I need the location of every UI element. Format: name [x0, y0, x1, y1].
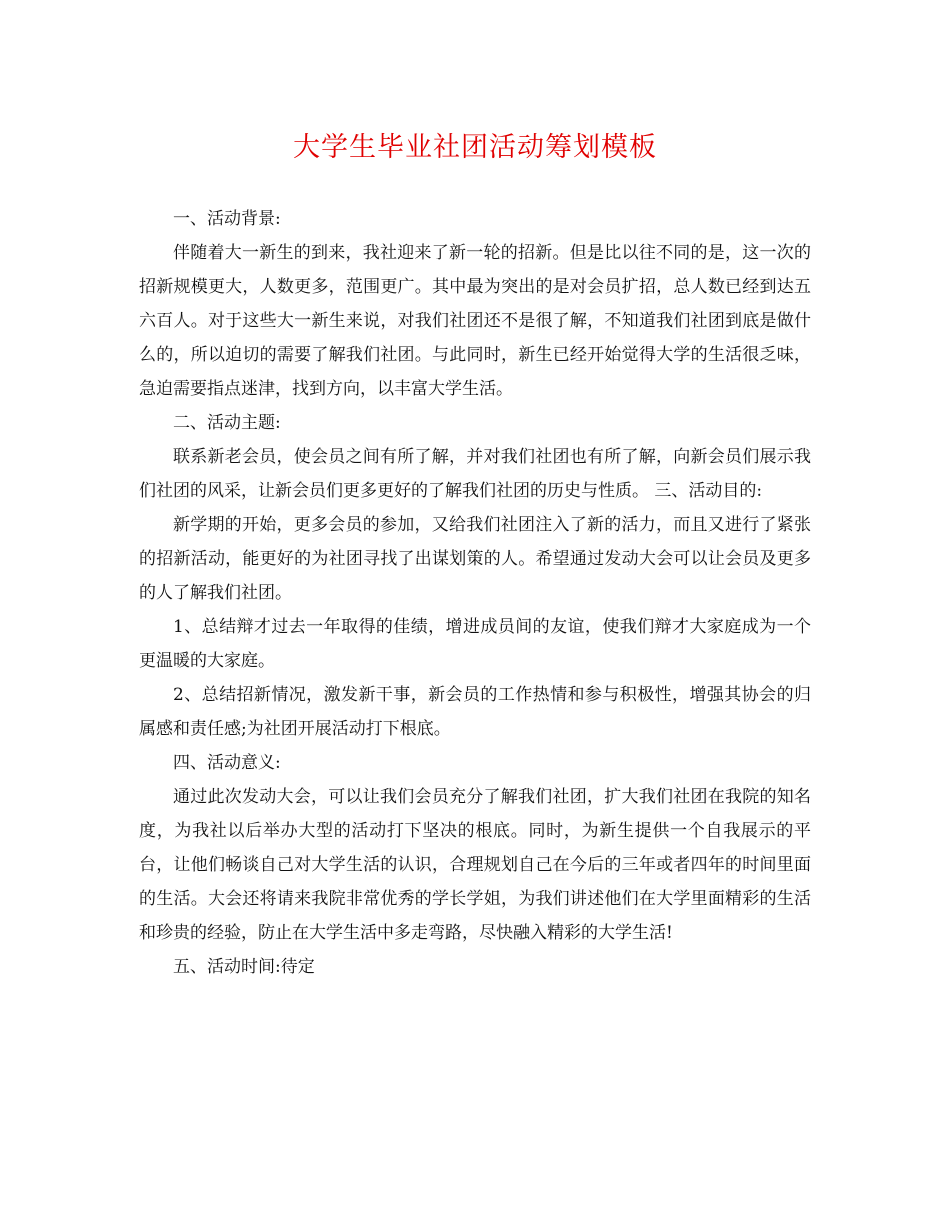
document-body	[139, 202, 811, 984]
section-heading-theme: 二、活动主题:	[173, 413, 281, 433]
section-heading-background: 一、活动背景:	[173, 209, 281, 229]
paragraph-significance: 通过此次发动大会，可以让我们会员充分了解我们社团，扩大我们社团在我院的知名度，为我社以后举办大型的活动打下坚决的根底。同时，为新生提供一个自我展示的平台，让他们畅谈自己对大学生活的认识，合理规划自己在今后的三年或者四年的时间里面的生活。大会还将请来我院非常优秀的学长学姐，为我们讲述他们在大学里面精彩的生活和珍贵的经验，防止在大学生活中多走弯路，尽快融入精彩的大学生活!	[139, 787, 811, 943]
paragraph-theme: 联系新老会员，使会员之间有所了解，并对我们社团也有所了解，向新会员们展示我们社团的风采，让新会员们更多更好的了解我们社团的历史与性质。 三、活动目的:	[139, 447, 811, 501]
section-heading-time: 五、活动时间:待定	[173, 957, 315, 977]
paragraph-purpose-item-1: 1、总结辩才过去一年取得的佳绩，增进成员间的友谊，使我们辩才大家庭成为一个更温暖的大家庭。	[139, 617, 811, 671]
paragraph-purpose: 新学期的开始，更多会员的参加，又给我们社团注入了新的活力，而且又进行了紧张的招新活动，能更好的为社团寻找了出谋划策的人。希望通过发动大会可以让会员及更多的人了解我们社团。	[139, 515, 811, 603]
document-title: 大学生毕业社团活动筹划模板	[293, 132, 657, 163]
paragraph-purpose-item-2: 2、总结招新情况，激发新干事，新会员的工作热情和参与积极性，增强其协会的归属感和责任感;为社团开展活动打下根底。	[139, 685, 811, 739]
section-heading-significance: 四、活动意义:	[173, 753, 281, 773]
paragraph-background: 伴随着大一新生的到来，我社迎来了新一轮的招新。但是比以往不同的是，这一次的招新规模更大，人数更多，范围更广。其中最为突出的是对会员扩招，总人数已经到达五六百人。对于这些大一新生来说，对我们社团还不是很了解，不知道我们社团到底是做什么的，所以迫切的需要了解我们社团。与此同时，新生已经开始觉得大学的生活很乏味，急迫需要指点迷津，找到方向，以丰富大学生活。	[139, 243, 811, 399]
